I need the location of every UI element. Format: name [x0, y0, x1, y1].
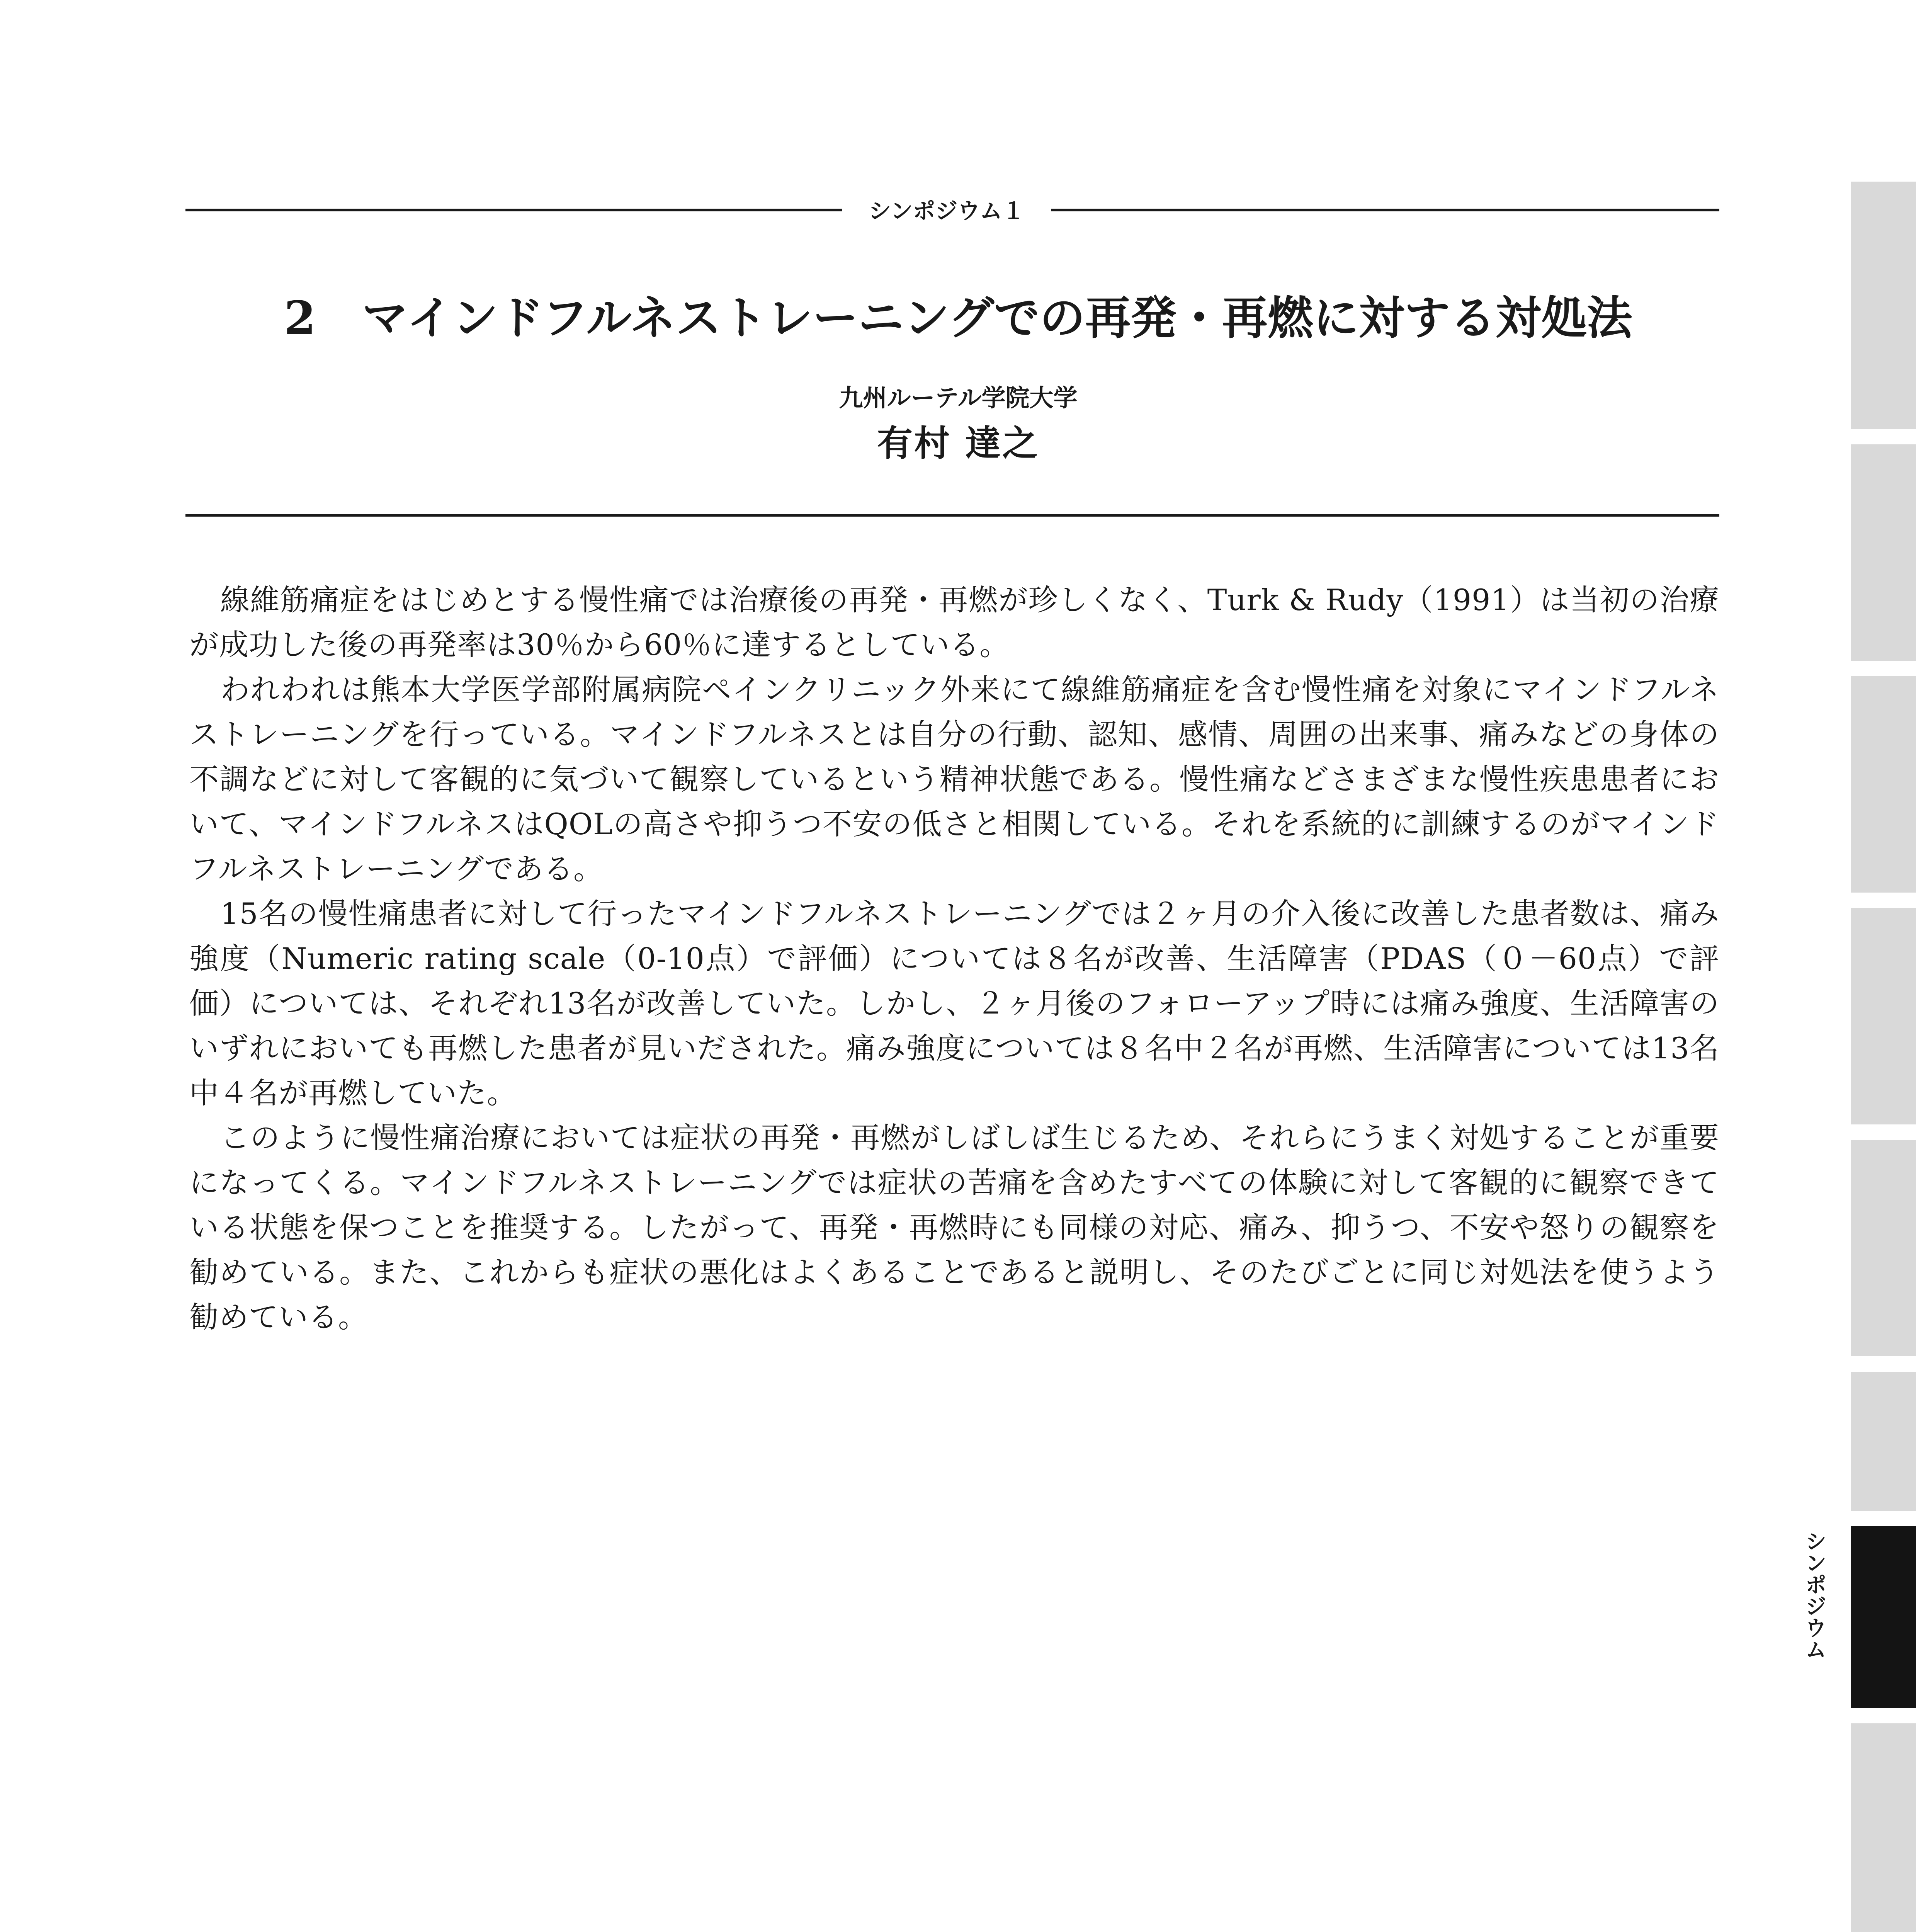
paragraph: われわれは熊本大学医学部附属病院ペインクリニック外来にて線維筋痛症を含む慢性痛を対象にマインドフルネストレーニングを行っている。マインドフルネスとは自分の行動、認知、感情、周囲の出来事、痛みなどの身体の不調などに対して客観的に気づいて観察しているという精神状態である。慢性痛などさまざまな慢性疾患患者において、マインドフルネスはQOLの高さや抑うつ不安の低さと相関している。それを系統的に訓練するのがマインドフルネストレーニングである。: [189, 672, 1719, 886]
article-number: 2: [284, 291, 316, 345]
index-tab: [1851, 1140, 1916, 1356]
index-tab: [1851, 908, 1916, 1124]
author-name: 有村 達之: [877, 422, 1040, 464]
index-tab: [1851, 676, 1916, 893]
paragraph: 15名の慢性痛患者に対して行ったマインドフルネストレーニングでは２ヶ月の介入後に改善した患者数は、痛み強度（Numeric rating scale（0-10点）で評価）については８名が改善、生活障害（PDAS（０－60点）で評価）については、それぞれ13名が改善していた。しかし、２ヶ月後のフォローアップ時には痛み強度、生活障害のいずれにおいても再燃した患者が見いだされた。痛み強度については８名中２名が再燃、生活障害については13名中４名が再燃していた。: [189, 896, 1719, 1110]
header-rule-left: [185, 209, 842, 211]
index-tab: [1851, 182, 1916, 429]
title-bottom-rule: [185, 514, 1719, 517]
index-tab-label: シンポジウム: [1802, 1530, 1827, 1660]
index-tab: [1851, 1372, 1916, 1511]
header-rule-right: [1051, 209, 1719, 211]
section-label: シンポジウム１: [842, 196, 1051, 226]
index-tab: [1851, 444, 1916, 661]
paragraph: 線維筋痛症をはじめとする慢性痛では治療後の再発・再燃が珍しくなく、Turk & Rudy（1991）は当初の治療が成功した後の再発率は30％から60％に達するとしている。: [189, 583, 1719, 662]
article-title: マインドフルネストレーニングでの再発・再燃に対する対処法: [362, 291, 1632, 345]
article-title-line: [185, 285, 1731, 351]
paragraph: このように慢性痛治療においては症状の再発・再燃がしばしば生じるため、それらにうまく対処することが重要になってくる。マインドフルネストレーニングでは症状の苦痛を含めたすべての体験に対して客観的に観察できている状態を保つことを推奨する。したがって、再発・再燃時にも同様の対応、痛み、抑うつ、不安や怒りの観察を勧めている。また、これからも症状の悪化はよくあることであると説明し、そのたびごとに同じ対処法を使うよう勧めている。: [189, 1121, 1719, 1334]
index-tab: [1851, 1723, 1916, 1932]
author-affiliation: 九州ルーテル学院大学: [839, 384, 1078, 412]
article-body: [189, 578, 1719, 1340]
index-tab-active: [1851, 1526, 1916, 1708]
